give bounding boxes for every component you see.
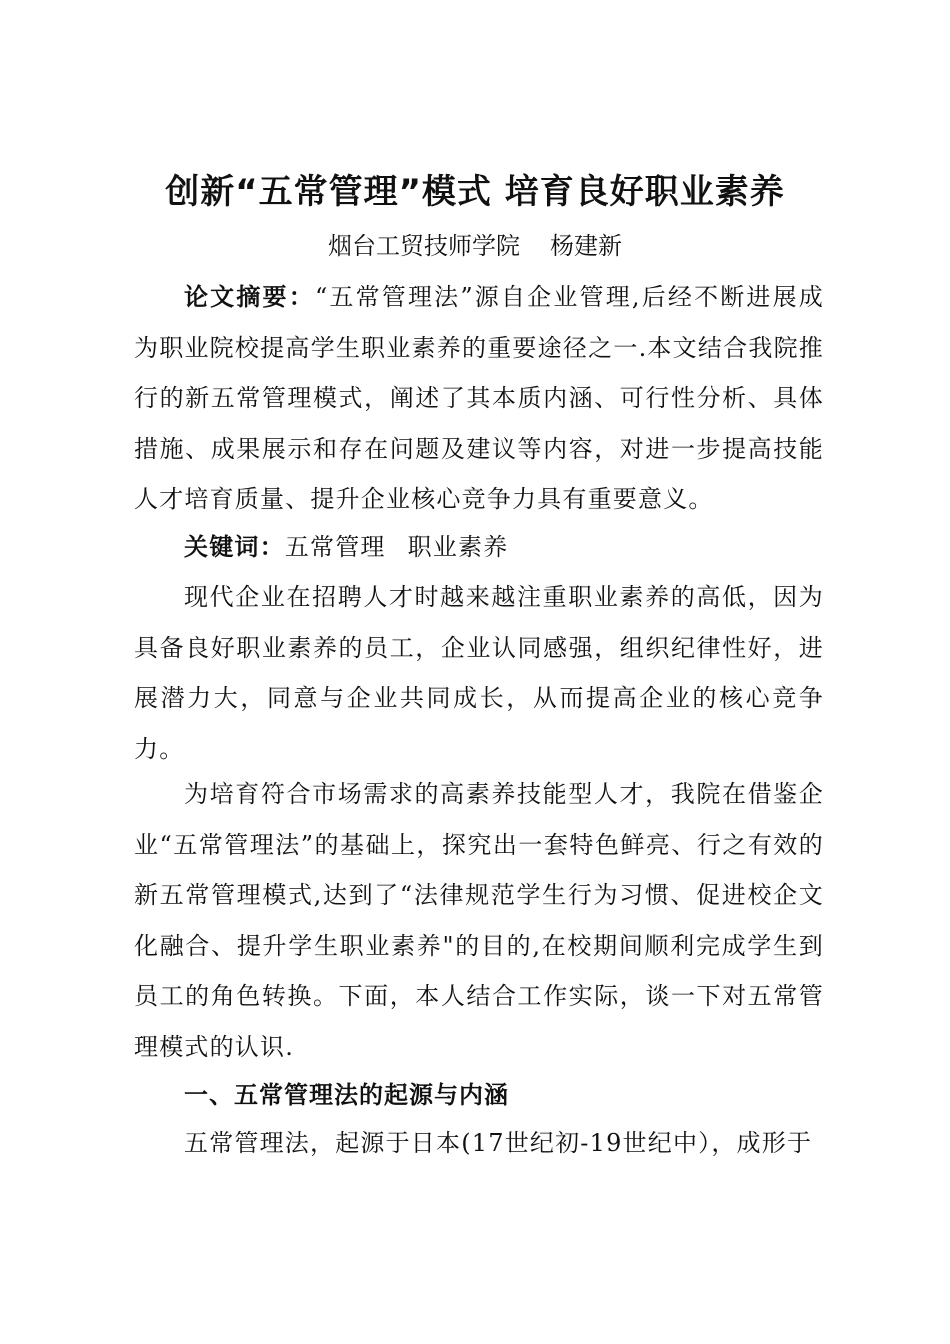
keywords-line <box>134 522 824 573</box>
author-name: 杨建新 <box>550 232 622 260</box>
keyword-item: 职业素养 <box>407 533 509 561</box>
keyword-item: 五常管理 <box>284 533 386 561</box>
abstract-label: 论文摘要： <box>184 283 315 311</box>
abstract-text: “五常管理法”源自企业管理,后经不断进展成为职业院校提高学生职业素养的重要途径之一.本文结合我院推行的新五常管理模式，阐述了其本质内涵、可行性分析、具体措施、成果展示和存在问题及建议等内容，对进一步提高技能人才培育质量、提升企业核心竞争力具有重要意义。 <box>134 283 825 513</box>
section-heading: 一、五常管理法的起源与内涵 <box>184 1081 509 1109</box>
keywords-label: 关键词： <box>184 533 285 561</box>
author-line <box>0 226 950 266</box>
body-paragraph: 现代企业在招聘人才时越来越注重职业素养的高低，因为具备良好职业素养的员工，企业认同感强，组织纪律性好，进展潜力大，同意与企业共同成长，从而提高企业的核心竞争力。 <box>134 583 824 763</box>
body-paragraph: 五常管理法，起源于日本(17世纪初-19世纪中），成形于 <box>184 1129 813 1157</box>
document-title: 创新“五常管理”模式 培育良好职业素养 <box>165 172 785 212</box>
body-paragraph: 为培育符合市场需求的高素养技能型人才，我院在借鉴企业“五常管理法”的基础上，探究出一套特色鲜亮、行之有效的新五常管理模式,达到了“法律规范学生行为习惯、促进校企文化融合、提升学生职业素养"的目的,在校期间顺利完成学生到员工的角色转换。下面，本人结合工作实际，谈一下对五常管理模式的认识. <box>134 780 824 1061</box>
author-institution: 烟台工贸技师学院 <box>328 232 520 260</box>
abstract-paragraph <box>134 272 824 525</box>
